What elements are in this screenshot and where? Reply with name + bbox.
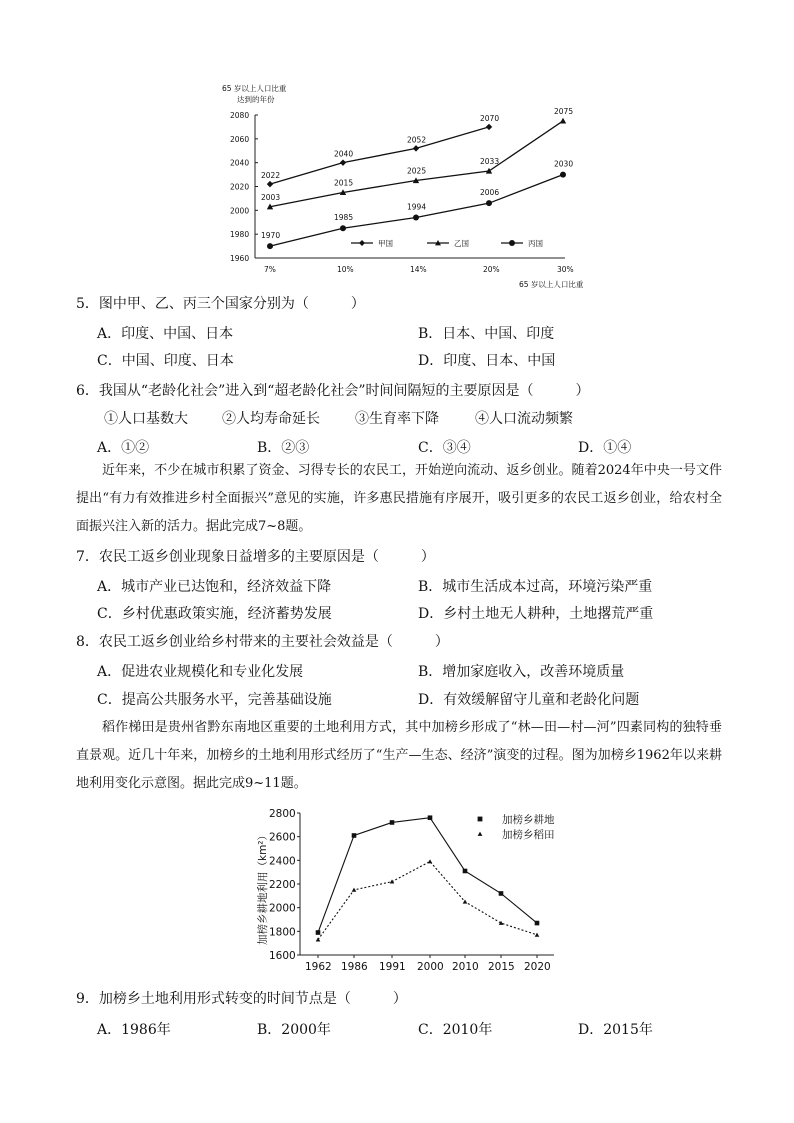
chart1-legend-marker (359, 240, 365, 246)
chart1-point (486, 200, 492, 206)
chart2-x-tick-label: 1962 (305, 961, 332, 973)
chart1-y-tick-label: 2060 (230, 134, 250, 144)
chart1-point (413, 214, 419, 220)
chart1-data-label: 1994 (407, 202, 427, 212)
chart1-data-label: 2015 (334, 178, 354, 188)
chart2-legend-label: 加榜乡耕地 (502, 814, 555, 826)
question-7-option-a[interactable]: A．城市产业已达饱和，经济效益下降 (97, 579, 332, 595)
question-6-item-4: ④人口流动频繁 (475, 411, 573, 427)
chart1-point (413, 145, 419, 151)
chart1-point (340, 225, 346, 231)
question-9-stem: 9．加榜乡土地利用形式转变的时间节点是（ ） (76, 991, 407, 1007)
chart2-point (535, 933, 540, 937)
question-5-option-a[interactable]: A．印度、中国、日本 (97, 326, 234, 342)
chart2-y-tick-label: 1600 (269, 950, 296, 962)
chart1-xlabel: 65 岁以上人口比重 (519, 280, 584, 289)
chart1-x-tick-label: 30% (557, 265, 574, 274)
chart2-x-tick-label: 2015 (488, 961, 515, 973)
chart2-x-tick-label: 2020 (524, 961, 551, 973)
chart1-point (340, 159, 346, 165)
chart1-ylabel-line1: 65 岁以上人口比重 (222, 84, 287, 93)
chart2-point (463, 869, 468, 874)
chart1-data-label: 2052 (407, 135, 427, 145)
question-5-option-c[interactable]: C．中国、印度、日本 (97, 353, 234, 369)
chart2-point (316, 930, 321, 935)
farmland-chart (252, 803, 562, 983)
chart1-data-label: 1970 (261, 231, 281, 241)
question-6-option-a[interactable]: A．①② (97, 440, 150, 456)
question-9-option-a[interactable]: A．1986年 (97, 1022, 171, 1038)
passage-jiabang-terraces: 稻作梯田是贵州省黔东南地区重要的土地利用方式，其中加榜乡形成了“林—田—村—河”四素同构的独特垂直景观。近几十年来，加榜乡的土地利用形式经历了“生产—生态、经济”演变的过程。图为加榜乡1962年以来耕地利用变化示意图。据此完成9~11题。 (76, 720, 722, 791)
chart1-legend-label: 丙国 (528, 239, 543, 248)
chart2-y-tick-label: 2400 (269, 855, 296, 868)
question-9-option-d[interactable]: D．2015年 (578, 1022, 653, 1038)
chart2-legend-marker (478, 832, 483, 836)
chart1-data-label: 2070 (480, 113, 500, 123)
chart2-point (352, 833, 357, 838)
question-7-option-d[interactable]: D．乡村土地无人耕种，土地撂荒严重 (418, 606, 654, 622)
chart2-series-line-1 (318, 862, 537, 940)
chart1-point (267, 243, 273, 249)
question-8-option-b[interactable]: B．增加家庭收入，改善环境质量 (418, 664, 625, 680)
question-7-stem: 7．农民工返乡创业现象日益增多的主要原因是（ ） (76, 549, 435, 565)
chart1-point (267, 181, 273, 187)
question-9-option-c[interactable]: C．2010年 (418, 1022, 493, 1038)
chart1-data-label: 2075 (554, 106, 574, 116)
chart1-legend (351, 239, 543, 248)
chart1-data-label: 2030 (554, 159, 574, 169)
chart1-y-tick-label: 2000 (230, 206, 250, 216)
question-6-option-d[interactable]: D．①④ (578, 440, 632, 456)
chart1-data-label: 2040 (334, 149, 354, 159)
chart1-x-tick-label: 7% (264, 265, 276, 274)
chart2-y-tick-label: 2000 (269, 902, 296, 915)
chart1-data-label: 2003 (261, 192, 281, 202)
question-8-option-a[interactable]: A．促进农业规模化和专业化发展 (97, 664, 304, 680)
chart2-x-tick-label: 1986 (341, 961, 368, 973)
chart2-y-tick-label: 2200 (269, 879, 296, 891)
chart1-point (560, 118, 566, 124)
question-6-option-b[interactable]: B．②③ (257, 440, 310, 456)
question-8-option-d[interactable]: D．有效缓解留守儿童和老龄化问题 (418, 692, 640, 708)
question-6-option-c[interactable]: C．③④ (418, 440, 471, 456)
chart2-point (535, 921, 540, 926)
question-5-option-b[interactable]: B．日本、中国、印度 (418, 326, 555, 342)
chart1-y-tick-label: 2020 (230, 182, 250, 192)
question-5-stem: 5．图中甲、乙、丙三个国家分别为（ ） (76, 296, 365, 312)
chart2-point (463, 899, 468, 903)
chart2-point (428, 859, 433, 863)
chart1-legend-label: 乙国 (454, 239, 469, 248)
question-5-option-d[interactable]: D．印度、日本、中国 (418, 353, 556, 369)
chart1-data-label: 2025 (407, 166, 427, 176)
chart1-y-tick-label: 1960 (230, 254, 250, 263)
chart1-data-label: 2033 (480, 157, 500, 167)
chart2-y-tick-label: 2600 (269, 831, 296, 844)
chart1-data-label: 1985 (334, 213, 354, 223)
chart2-x-tick-label: 1991 (379, 961, 406, 973)
chart2-x-tick-label: 2000 (417, 961, 444, 973)
chart2-legend-label: 加榜乡稻田 (502, 829, 555, 841)
chart2-point (428, 815, 433, 820)
chart2-point (499, 921, 504, 925)
question-7-option-c[interactable]: C．乡村优惠政策实施，经济蓄势发展 (97, 606, 332, 622)
chart1-legend-marker (509, 240, 515, 246)
aging-chart (215, 82, 605, 294)
question-6-item-3: ③生育率下降 (355, 411, 439, 427)
chart2-point (390, 820, 395, 825)
question-8-option-c[interactable]: C．提高公共服务水平，完善基础设施 (97, 692, 332, 708)
question-8-stem: 8．农民工返乡创业给乡村带来的主要社会效益是（ ） (76, 634, 449, 650)
chart1-data-label: 2006 (480, 188, 500, 198)
chart1-x-tick-label: 10% (337, 265, 354, 274)
chart1-ylabel-line2: 达到的年份 (237, 95, 275, 104)
chart2-legend (478, 813, 555, 841)
chart2-y-tick-label: 1800 (269, 926, 296, 939)
question-9-option-b[interactable]: B．2000年 (257, 1022, 331, 1038)
chart1-point (486, 124, 492, 130)
chart1-point (560, 172, 566, 178)
chart1-y-tick-label: 2040 (230, 158, 250, 168)
chart1-y-tick-label: 1980 (230, 230, 250, 240)
chart2-point (499, 891, 504, 896)
chart2-x-tick-label: 2010 (452, 961, 479, 973)
chart2-point (352, 888, 357, 892)
question-6-item-1: ①人口基数大 (104, 411, 188, 427)
question-6-stem: 6．我国从“老龄化社会”进入到“超老龄化社会”时间间隔短的主要原因是（ ） (76, 383, 590, 399)
chart1-y-tick-label: 2080 (230, 111, 250, 120)
chart1-legend-label: 甲国 (378, 239, 393, 248)
chart2-ylabel: 加榜乡耕地利用（km²） (257, 829, 269, 945)
chart2-point (316, 937, 321, 941)
question-6-item-2: ②人均寿命延长 (222, 411, 320, 427)
passage-migrant-workers: 近年来，不少在城市积累了资金、习得专长的农民工，开始逆向流动、返乡创业。随着2024年中央一号文件提出“有力有效推进乡村全面振兴”意见的实施，许多惠民措施有序展开，吸引更多的农民工返乡创业，给农村全面振兴注入新的活力。据此完成7~8题。 (76, 463, 722, 534)
chart1-series-line-1 (270, 121, 563, 207)
chart1-x-tick-label: 20% (483, 265, 500, 274)
chart1-data-label: 2022 (261, 171, 281, 181)
chart2-legend-marker (478, 817, 483, 822)
chart1-x-tick-label: 14% (410, 265, 427, 274)
question-7-option-b[interactable]: B．城市生活成本过高，环境污染严重 (418, 579, 653, 595)
chart2-y-tick-label: 2800 (269, 808, 296, 820)
